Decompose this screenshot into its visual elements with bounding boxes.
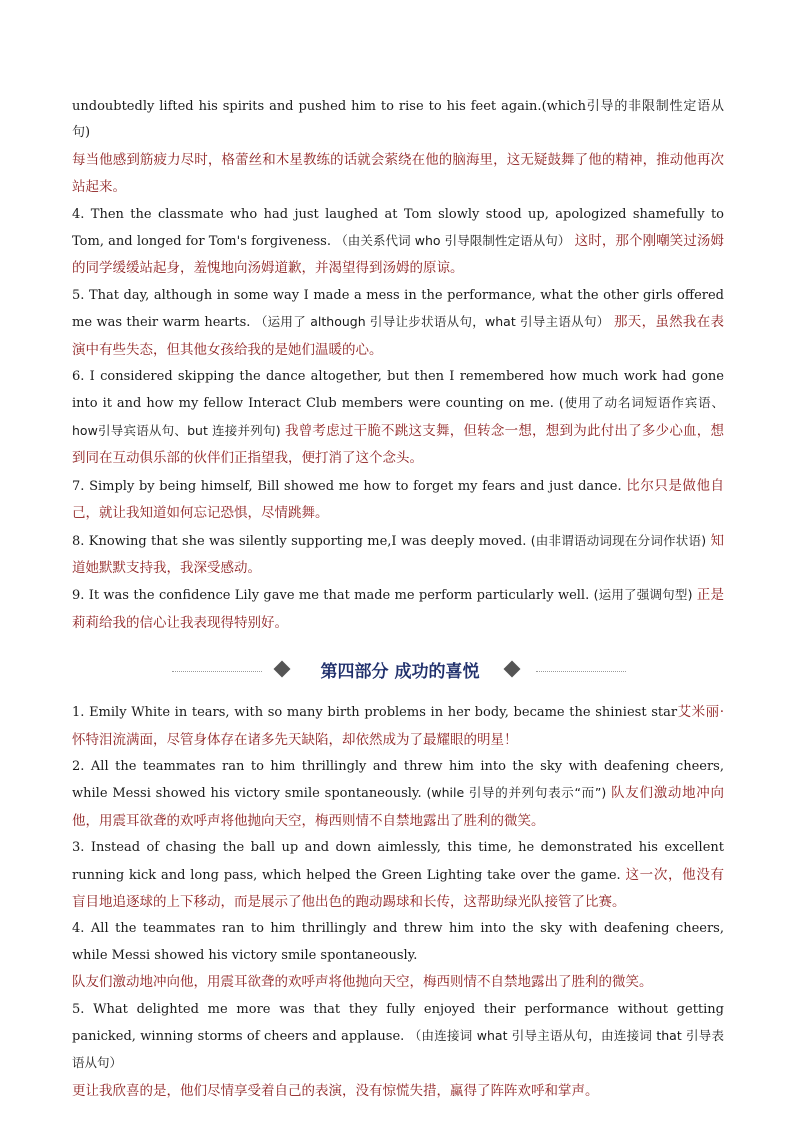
chinese-translation: 比尔只是做他自己，就让我知道如何忘记恐惧，尽情跳舞。 (72, 477, 724, 522)
chinese-translation: 这一次，他没有盲目地追逐球的上下移动，而是展示了他出色的跑动踢球和长传，这帮助绿光队接管了比赛。 (72, 866, 725, 910)
diamond-icon (504, 661, 521, 678)
english-text: 9. It was the confidence Lily gave me that made me perform particularly well. (72, 588, 590, 604)
paragraph-continued (72, 94, 724, 202)
english-text: 5. What delighted me more was that they fully enjoyed their performance without getting panicked, winning storms of cheers and applause. (72, 1001, 724, 1044)
list-item-8 (72, 528, 724, 583)
chinese-translation: 正是莉莉给我的信心让我表现得特别好。 (72, 587, 724, 631)
list-item-7 (72, 473, 724, 528)
chinese-translation: 知道她默默支持我，我深受感动。 (72, 532, 724, 576)
english-text: 4. All the teammates ran to him thrillingly and threw him into the sky with deafening cheers, while Messi showed his victory smile spontaneously. (72, 921, 724, 963)
english-text: 7. Simply by being himself, Bill showed me how to forget my fears and just dance. (72, 478, 622, 494)
list-item-5 (72, 283, 724, 364)
english-text: 3. Instead of chasing the ball up and down aimlessly, this time, he demonstrated his excellent running kick and long pass, which helped the Green Lighting take over the game. (72, 840, 724, 883)
list-item-1 (72, 699, 724, 754)
chinese-translation: 我曾考虑过干脆不跳这支舞，但转念一想，想到为此付出了多少心血，想到同在互动俱乐部的伙伴们正指望我，便打消了这个念头。 (72, 422, 725, 467)
list-item-2 (72, 754, 724, 835)
grammar-note: （运用了 although 引导让步状语从句，what 引导主语从句） (254, 314, 610, 330)
list-item-5 (72, 997, 724, 1106)
english-text: undoubtedly lifted his spirits and pushed him to rise to his feet again.(which引导的非限制性定语从句) (72, 99, 724, 141)
list-item-6 (72, 364, 724, 473)
english-text: 8. Knowing that she was silently supporting me,I was deeply moved. (72, 533, 527, 549)
english-text: 5. That day, although in some way I made a mess in the performance, what the other girls offered me was their warm hearts. (72, 287, 724, 331)
list-item-3 (72, 835, 724, 916)
grammar-note: （由连接词 what 引导主语从句，由连接词 that 引导表语从句） (72, 1028, 724, 1071)
english-text: 2. All the teammates ran to him thrillingly and threw him into the sky with deafening cheers, while Messi showed his victory smile spontaneously. (72, 758, 724, 802)
grammar-note: (使用了动名词短语作宾语、how引导宾语从句、but 连接并列句) (72, 395, 724, 438)
document-page (72, 94, 724, 1105)
dotted-rule (536, 671, 626, 672)
list-item-4 (72, 916, 724, 996)
section-heading: 第四部分 成功的喜悦 (320, 662, 480, 683)
chinese-translation: 艾米丽·怀特泪流满面，尽管身体存在诸多先天缺陷，却依然成为了最耀眼的明星！ (72, 704, 724, 748)
list-item-9 (72, 582, 724, 637)
english-text: 6. I considered skipping the dance altogether, but then I remembered how much work had gone into it and how my fellow Interact Club members were counting on me. (72, 369, 724, 412)
chinese-translation: 每当他感到筋疲力尽时，格蕾丝和木星教练的话就会萦绕在他的脑海里，这无疑鼓舞了他的精神，推动他再次站起来。 (72, 151, 724, 196)
chinese-translation: 那天，虽然我在表演中有些失态，但其他女孩给我的是她们温暖的心。 (72, 314, 725, 358)
chinese-translation: 队友们激动地冲向他，用震耳欲聋的欢呼声将他抛向天空，梅西则情不自禁地露出了胜利的微笑。 (72, 974, 653, 991)
list-item-4 (72, 202, 724, 283)
english-text: 4. Then the classmate who had just laughed at Tom slowly stood up, apologized shamefully to Tom, and longed for Tom's forgiveness. (72, 206, 724, 250)
chinese-translation: 更让我欣喜的是，他们尽情享受着自己的表演，没有惊慌失措，赢得了阵阵欢呼和掌声。 (72, 1082, 599, 1099)
chinese-translation: 队友们激动地冲向他，用震耳欲聋的欢呼声将他抛向天空，梅西则情不自禁地露出了胜利的微笑。 (72, 785, 725, 829)
grammar-note: (while 引导的并列句表示“而”) (426, 785, 607, 801)
section-heading-row (72, 649, 724, 693)
grammar-note: （由关系代词 who 引导限制性定语从句） (335, 233, 571, 249)
grammar-note: (由非谓语动词现在分词作状语) (530, 532, 707, 548)
grammar-note: (运用了强调句型) (593, 587, 693, 603)
dotted-rule (172, 671, 262, 672)
diamond-icon (274, 661, 291, 678)
chinese-translation: 这时，那个刚嘲笑过汤姆的同学缓缓站起身，羞愧地向汤姆道歉，并渴望得到汤姆的原谅。 (72, 233, 724, 277)
english-text: 1. Emily White in tears, with so many birth problems in her body, became the shiniest star (72, 705, 678, 721)
